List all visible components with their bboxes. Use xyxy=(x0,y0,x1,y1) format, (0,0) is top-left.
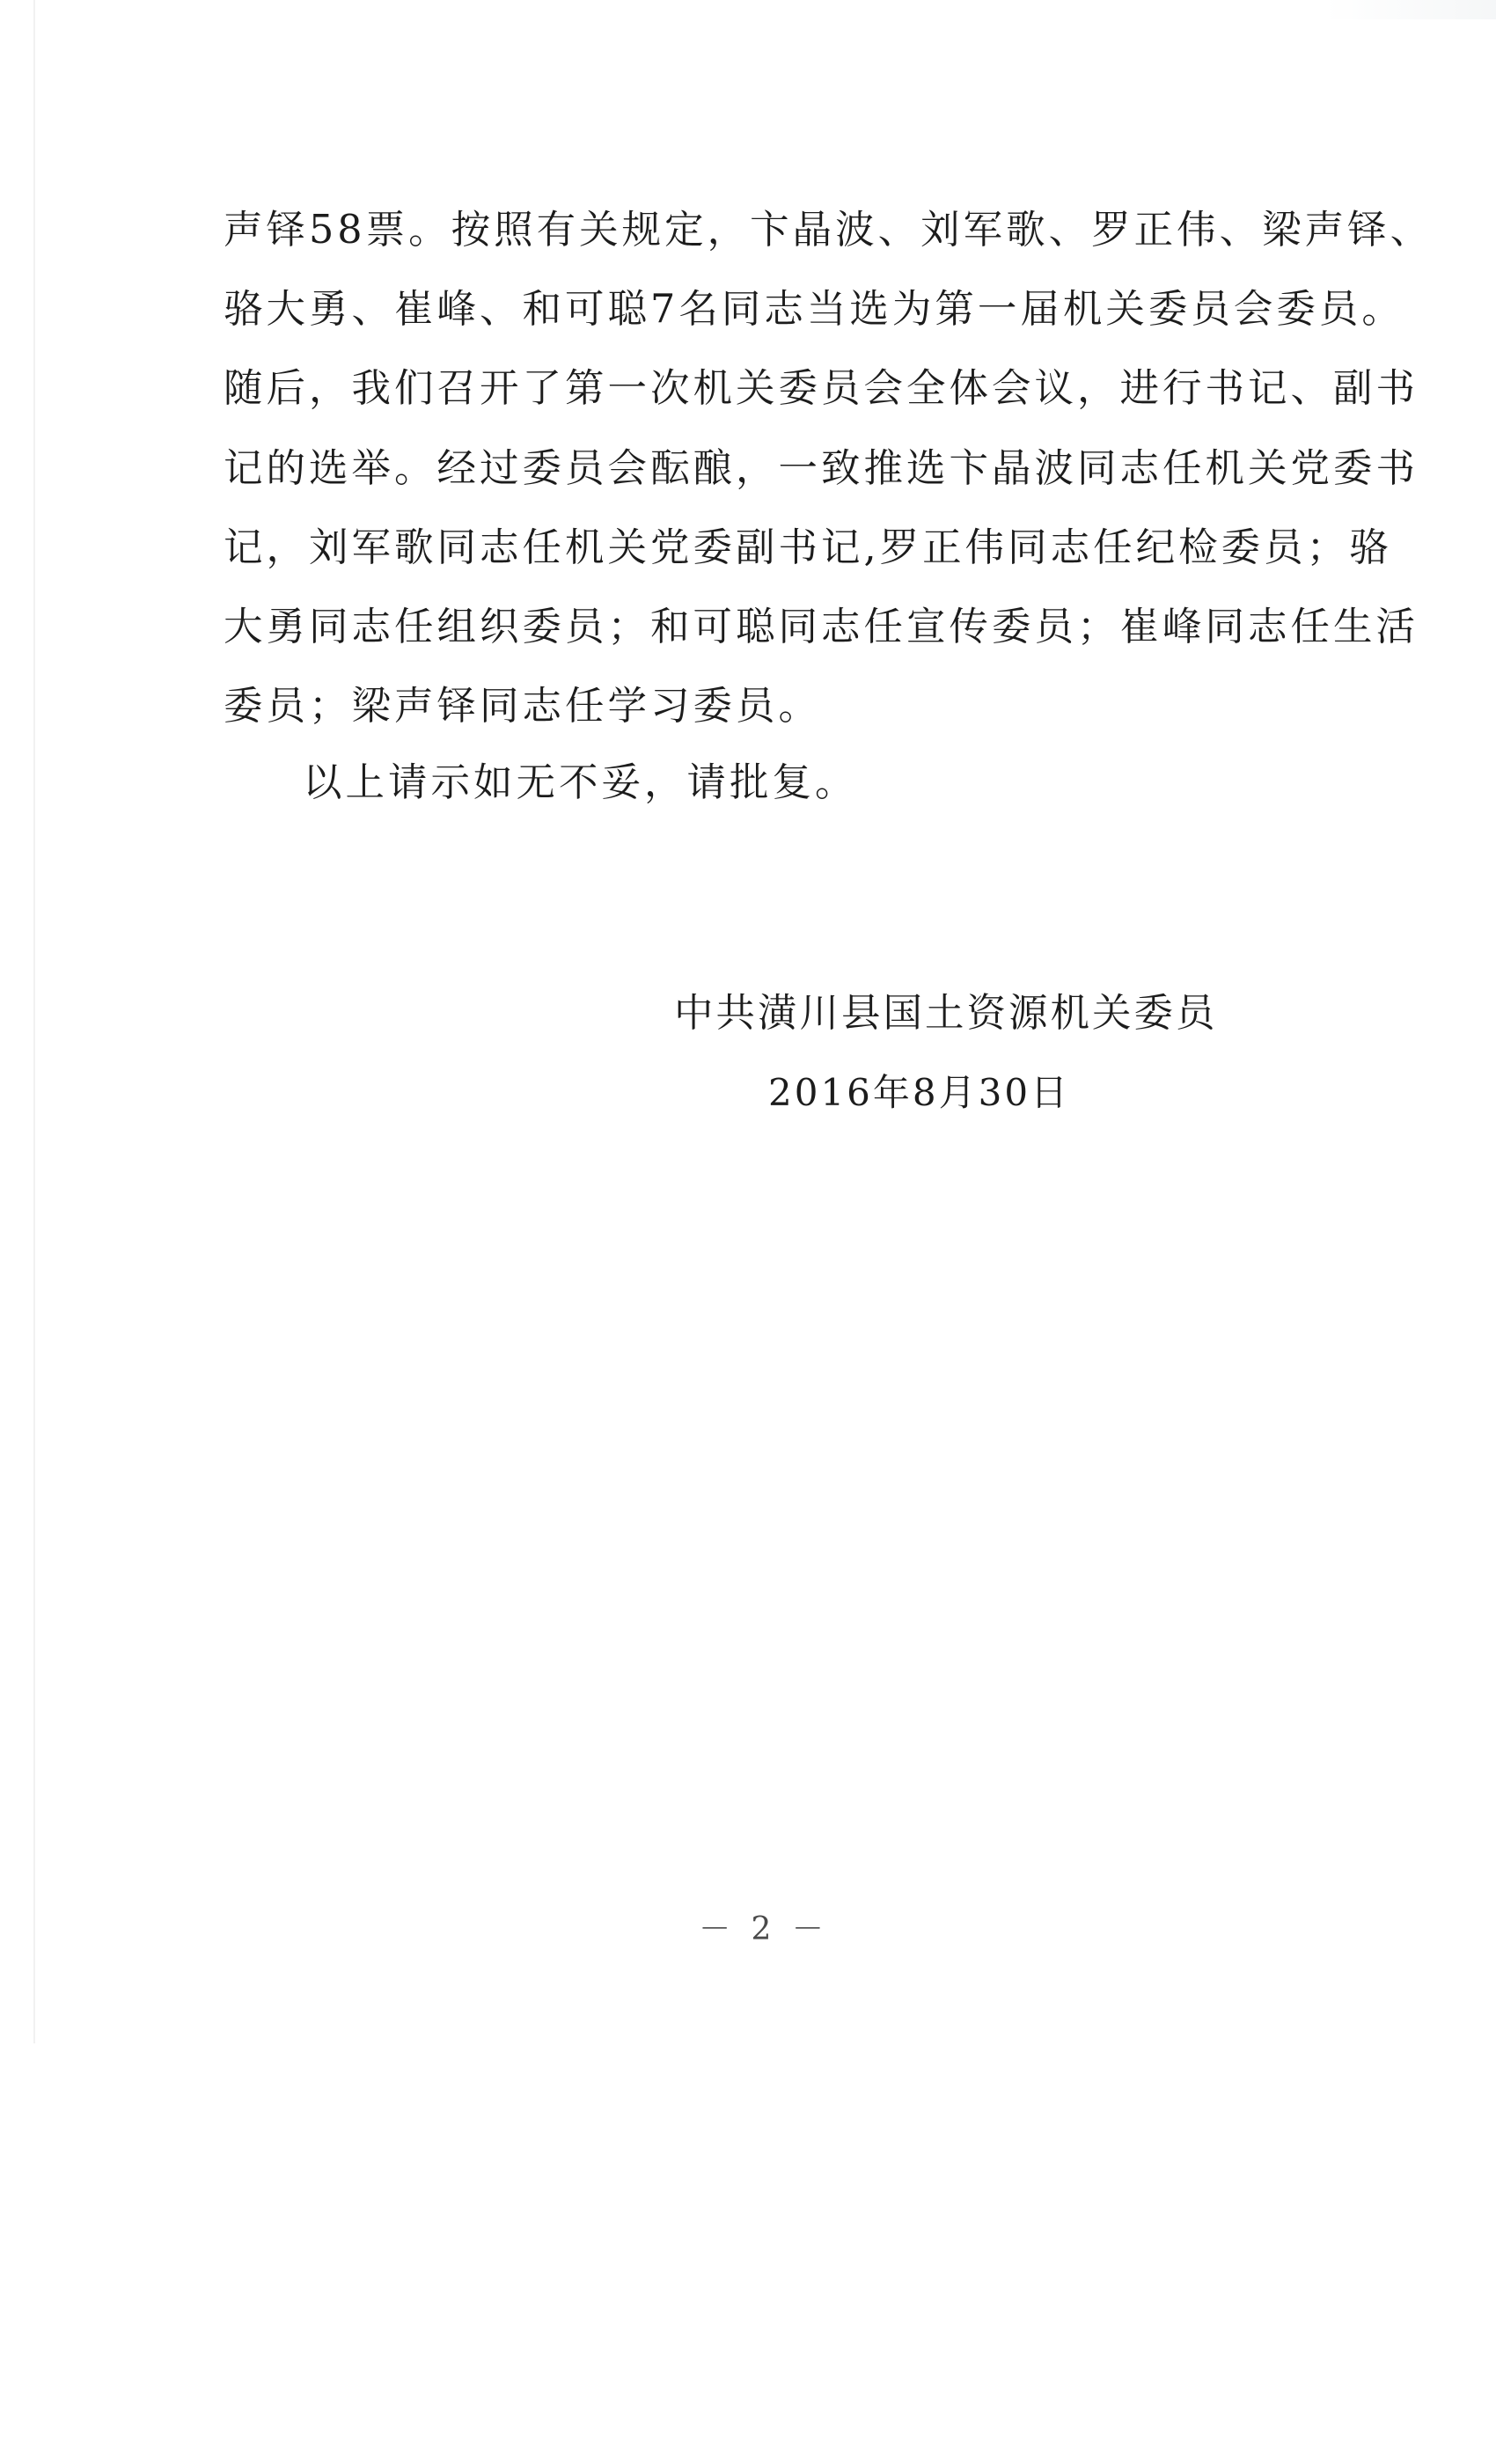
body-line-6: 大勇同志任组织委员；和可聪同志任宣传委员；崔峰同志任生活 xyxy=(224,605,1419,649)
body-line-4: 记的选举。经过委员会酝酿，一致推选卞晶波同志任机关党委书 xyxy=(224,446,1419,491)
signature-date: 2016年8月30日 xyxy=(768,1071,1071,1114)
body-line-7: 委员；梁声铎同志任学习委员。 xyxy=(224,684,822,729)
body-line-1: 声铎58票。按照有关规定，卞晶波、刘军歌、罗正伟、梁声铎、 xyxy=(224,208,1434,253)
closing-line: 以上请示如无不妥，请批复。 xyxy=(303,760,858,805)
page-number: － 2 － xyxy=(699,1911,829,1947)
body-line-2: 骆大勇、崔峰、和可聪7名同志当选为第一届机关委员会委员。 xyxy=(224,287,1404,332)
scan-edge-mark xyxy=(1324,0,1496,19)
body-line-5: 记，刘军歌同志任机关党委副书记,罗正伟同志任纪检委员；骆 xyxy=(224,525,1392,570)
signature-organization: 中共潢川县国土资源机关委员 xyxy=(674,991,1218,1036)
body-line-3: 随后，我们召开了第一次机关委员会全体会议，进行书记、副书 xyxy=(224,366,1419,411)
